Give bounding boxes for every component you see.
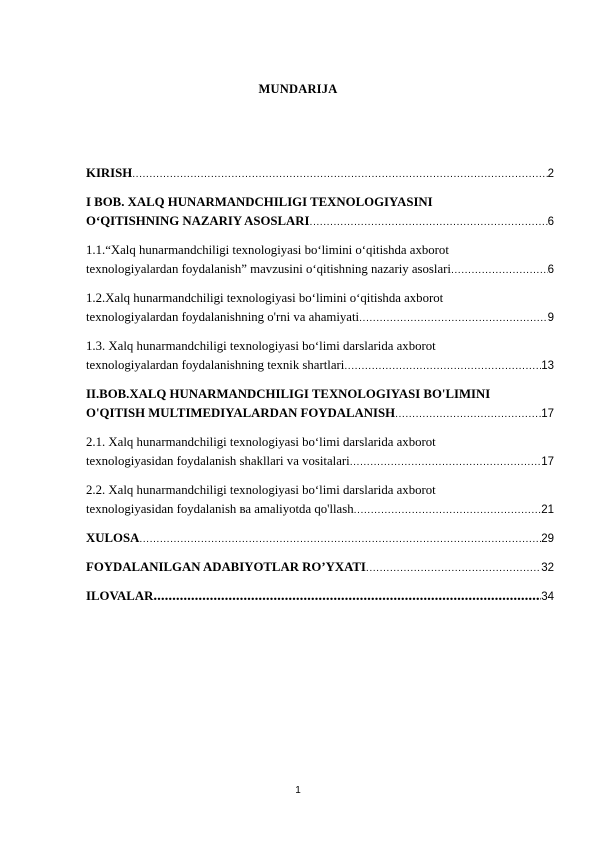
toc-entry-chapter-2[interactable] [86,385,554,424]
dot-leader [310,213,548,232]
toc-page-number: 6 [547,264,554,276]
dot-leader [359,309,547,328]
dot-leader [354,501,542,520]
toc-page-number: 6 [547,216,554,228]
toc-page-number: 17 [541,456,554,468]
toc-page-number: 17 [541,408,554,420]
toc-entry-xulosa[interactable] [86,529,554,549]
toc-entry-title-line: 1.2.Xalq hunarmandchiligi texnologiyasi bo‘limini o‘qitishda axborot [86,291,444,305]
dot-leader [350,453,542,472]
toc-entry-ilovalar[interactable] [86,587,554,607]
toc-entry-chapter-1[interactable] [86,193,554,232]
toc-entry-title: XULOSA [86,531,140,545]
toc-entry-section-1-2[interactable] [86,289,554,328]
toc-entry-title: ILOVALAR [86,589,154,603]
toc-entry-title-line: I BOB. XALQ HUNARMANDCHILIGI TEXNOLOGIYASINI [86,195,433,209]
toc-entry-section-1-3[interactable] [86,337,554,376]
table-of-contents [86,164,554,616]
dot-leader [344,357,541,376]
toc-entry-title-line: II.BOB.XALQ HUNARMANDCHILIGI TEXNOLOGIYASI BO'LIMINI [86,387,491,401]
toc-page-number: 34 [541,591,554,603]
toc-page-number: 32 [541,562,554,574]
toc-entry-references[interactable] [86,558,554,578]
toc-entry-title: O‘QITISHNING NAZARIY ASOSLARI [86,214,310,228]
toc-entry-title: texnologiyalardan foydalanishning o'rni va ahamiyati [86,310,360,324]
toc-page-number: 21 [541,504,554,516]
toc-page-number: 13 [541,360,554,372]
dot-leader [451,261,548,280]
toc-entry-title-line: 1.3. Xalq hunarmandchiligi texnologiyasi bo‘limi darslarida axborot [86,339,436,353]
dot-leader [153,587,541,606]
dot-leader [139,530,541,549]
toc-entry-title: KIRISH [86,166,133,180]
toc-page-number: 9 [547,312,554,324]
toc-entry-section-2-1[interactable] [86,433,554,472]
toc-entry-section-1-1[interactable] [86,241,554,280]
toc-page-number: 29 [541,533,554,545]
dot-leader [366,559,541,578]
toc-entry-section-2-2[interactable] [86,481,554,520]
toc-entry-title-line: 2.1. Xalq hunarmandchiligi texnologiyasi bo‘limi darslarida axborot [86,435,436,449]
toc-entry-title-line: 1.1.“Xalq hunarmandchiligi texnologiyasi bo‘limini o‘qitishda axborot [86,243,449,257]
toc-entry-title: texnologiyasidan foydalanish ва amaliyotda qo'llash [86,502,354,516]
toc-entry-title: O'QITISH MULTIMEDIYALARDAN FOYDALANISH [86,406,396,420]
document-title: MUNDARIJA [258,82,338,96]
toc-entry-title: texnologiyasidan foydalanish shakllari va vositalari [86,454,350,468]
toc-entry-title: FOYDALANILGAN ADABIYOTLAR RO’YXATI [86,560,366,574]
toc-entry-title: texnologiyalardan foydalanish” mavzusini o‘qitishning nazariy asoslari [86,262,451,276]
toc-entry-title-line: 2.2. Xalq hunarmandchiligi texnologiyasi bo‘limi darslarida axborot [86,483,436,497]
dot-leader [395,405,541,424]
toc-entry-kirish[interactable] [86,164,554,184]
toc-entry-title: texnologiyalardan foydalanishning texnik shartlari [86,358,345,372]
page-number: 1 [295,785,301,796]
toc-page-number: 2 [547,168,554,180]
dot-leader [132,165,547,184]
